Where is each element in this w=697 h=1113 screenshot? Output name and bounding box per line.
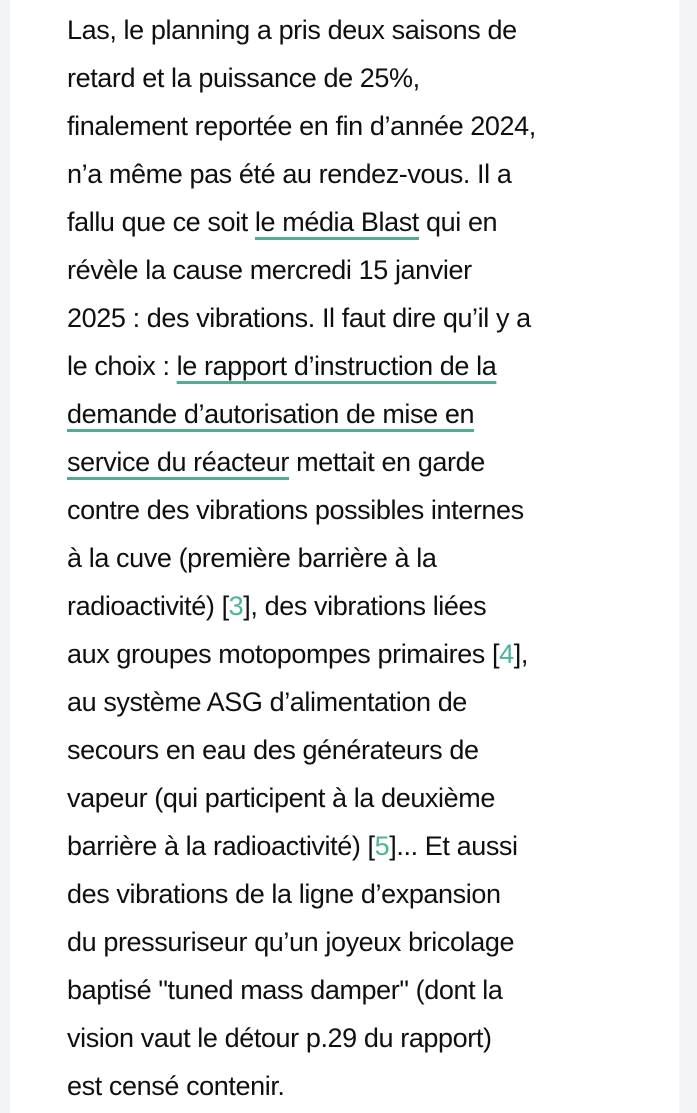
text-segment: radioactivité) [ — [67, 591, 229, 621]
text-line — [67, 726, 671, 774]
text-line — [67, 1014, 671, 1062]
link-rapport-instruction[interactable]: service du réacteur — [67, 447, 290, 477]
footnote-ref-5[interactable]: 5 — [374, 831, 390, 861]
text-segment: au système ASG d’alimentation de — [67, 687, 467, 717]
text-segment: fallu que ce soit — [67, 207, 255, 237]
text-line — [67, 1062, 671, 1110]
text-line — [67, 150, 671, 198]
text-line — [67, 486, 671, 534]
text-segment: vapeur (qui participent à la deuxième — [67, 783, 495, 813]
text-segment: ], — [513, 639, 528, 669]
text-segment: secours en eau des générateurs de — [67, 735, 479, 765]
text-segment: Las, le planning a pris deux saisons de — [67, 15, 517, 45]
text-segment: du pressuriseur qu’un joyeux bricolage — [67, 927, 515, 957]
text-line — [67, 630, 671, 678]
text-segment: révèle la cause mercredi 15 janvier — [67, 255, 472, 285]
link-rapport-instruction[interactable]: le rapport d’instruction de la — [176, 351, 497, 381]
text-line — [67, 102, 671, 150]
text-segment: n’a même pas été au rendez-vous. Il a — [67, 159, 512, 189]
text-segment: vision vaut le détour p.29 du rapport) — [67, 1023, 492, 1053]
text-line — [67, 246, 671, 294]
article-paragraph — [10, 0, 679, 1110]
text-line — [67, 822, 671, 870]
text-line — [67, 438, 671, 486]
text-line — [67, 774, 671, 822]
text-line — [67, 54, 671, 102]
text-line — [67, 966, 671, 1014]
text-line — [67, 582, 671, 630]
text-segment: ]... Et aussi — [389, 831, 518, 861]
text-segment: finalement reportée en fin d’année 2024, — [67, 111, 536, 141]
text-segment: mettait en garde — [289, 447, 485, 477]
link-rapport-instruction[interactable]: demande d’autorisation de mise en — [67, 399, 475, 429]
text-line — [67, 342, 671, 390]
text-segment: retard et la puissance de 25%, — [67, 63, 420, 93]
text-segment: le choix : — [67, 351, 177, 381]
text-line — [67, 870, 671, 918]
footnote-ref-4[interactable]: 4 — [499, 639, 514, 669]
text-line — [67, 534, 671, 582]
text-segment: aux groupes motopompes primaires [ — [67, 639, 500, 669]
text-segment: ], des vibrations liées — [243, 591, 487, 621]
text-segment: contre des vibrations possibles internes — [67, 495, 524, 525]
text-line — [67, 678, 671, 726]
link-le-media-blast[interactable]: le média Blast — [254, 207, 419, 237]
text-line — [67, 6, 671, 54]
text-line — [67, 390, 671, 438]
text-segment: est censé contenir. — [67, 1071, 285, 1101]
text-segment: à la cuve (première barrière à la — [67, 543, 437, 573]
text-line — [67, 198, 671, 246]
text-line — [67, 294, 671, 342]
footnote-ref-3[interactable]: 3 — [228, 591, 244, 621]
text-segment: qui en — [418, 207, 498, 237]
text-line — [67, 918, 671, 966]
text-segment: des vibrations de la ligne d’expansion — [67, 879, 501, 909]
text-segment: 2025 : des vibrations. Il faut dire qu’il y a — [67, 303, 531, 333]
article-card — [10, 0, 679, 1113]
text-segment: barrière à la radioactivité) [ — [67, 831, 375, 861]
text-segment: baptisé "tuned mass damper" (dont la — [67, 975, 503, 1005]
